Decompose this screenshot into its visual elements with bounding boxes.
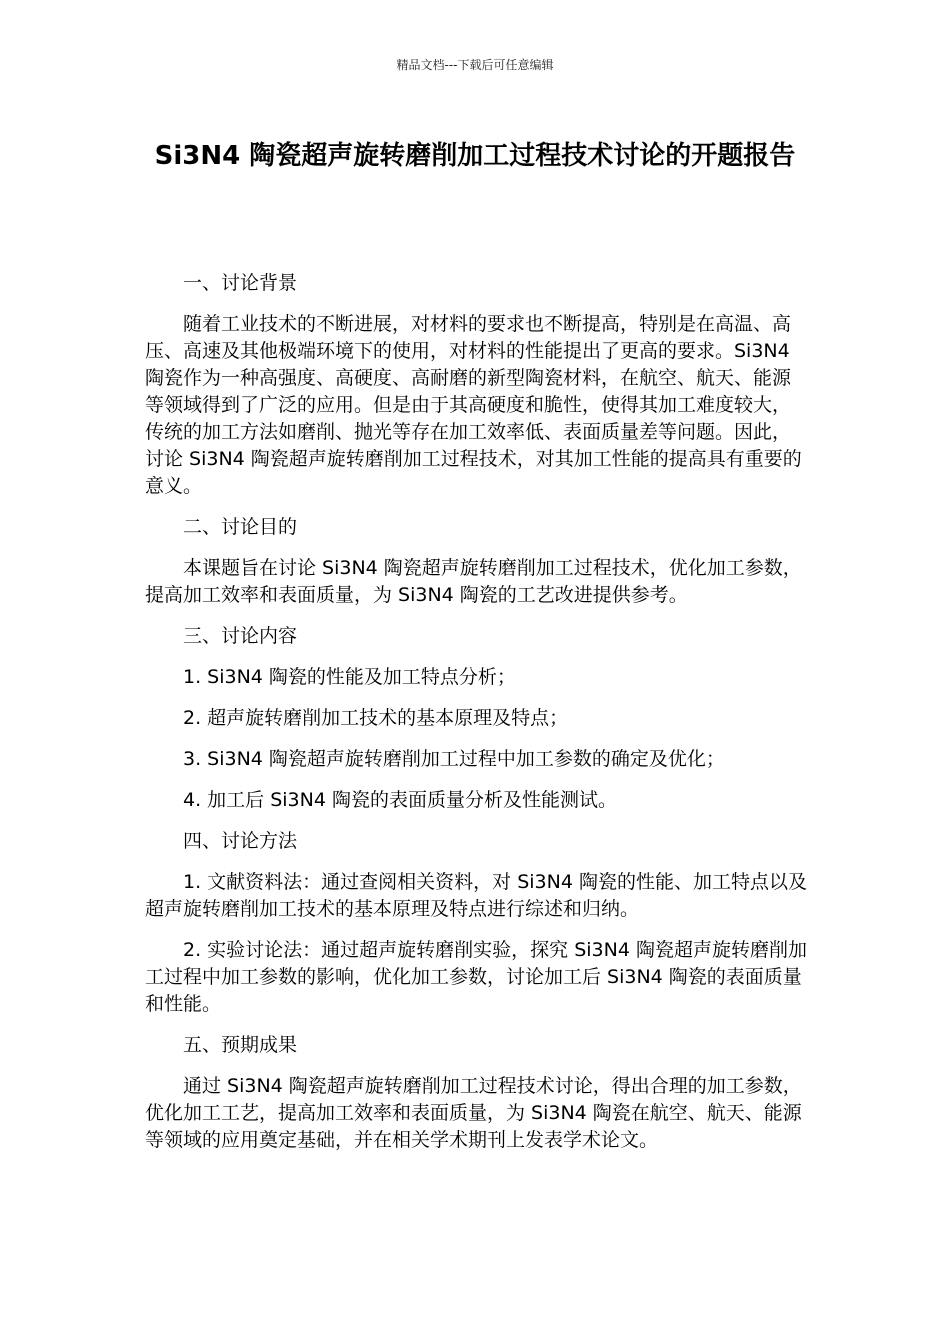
section-heading-content: 三、讨论内容 bbox=[183, 625, 298, 647]
paragraph-purpose: 本课题旨在讨论 Si3N4 陶瓷超声旋转磨削加工过程技术，优化加工参数，提高加工效率和表面质量，为 Si3N4 陶瓷的工艺改进提供参考。 bbox=[145, 557, 802, 606]
list-item-content-2: 2. 超声旋转磨削加工技术的基本原理及特点； bbox=[183, 707, 569, 729]
list-item-content-3: 3. Si3N4 陶瓷超声旋转磨削加工过程中加工参数的确定及优化； bbox=[183, 748, 725, 770]
page-header-note: 精品文档---下载后可任意编辑 bbox=[396, 58, 554, 72]
list-item-content-1: 1. Si3N4 陶瓷的性能及加工特点分析； bbox=[183, 666, 516, 688]
section-heading-purpose: 二、讨论目的 bbox=[183, 516, 298, 538]
paragraph-background: 随着工业技术的不断进展，对材料的要求也不断提高，特别是在高温、高压、高速及其他极端环境下的使用，对材料的性能提出了更高的要求。Si3N4 陶瓷作为一种高强度、高硬度、高耐磨的新型陶瓷材料，在航空、航天、能源等领域得到了广泛的应用。但是由于其高硬度和脆性，使得其加工难度较大，传统的加工方法如磨削、抛光等存在加工效率低、表面质量差等问题。因此，讨论 Si3N4 陶瓷超声旋转磨削加工过程技术，对其加工性能的提高具有重要的意义。 bbox=[145, 313, 802, 497]
list-item-content-4: 4. 加工后 Si3N4 陶瓷的表面质量分析及性能测试。 bbox=[183, 789, 617, 811]
document-title: Si3N4 陶瓷超声旋转磨削加工过程技术讨论的开题报告 bbox=[154, 141, 796, 171]
section-heading-background: 一、讨论背景 bbox=[183, 272, 298, 294]
list-item-method-1: 1. 文献资料法：通过查阅相关资料，对 Si3N4 陶瓷的性能、加工特点以及超声旋转磨削加工技术的基本原理及特点进行综述和归纳。 bbox=[145, 871, 807, 920]
paragraph-results: 通过 Si3N4 陶瓷超声旋转磨削加工过程技术讨论，得出合理的加工参数，优化加工工艺，提高加工效率和表面质量，为 Si3N4 陶瓷在航空、航天、能源等领域的应用奠定基础，并在相关学术期刊上发表学术论文。 bbox=[145, 1075, 802, 1151]
section-heading-results: 五、预期成果 bbox=[183, 1034, 298, 1056]
section-heading-method: 四、讨论方法 bbox=[183, 830, 298, 852]
list-item-method-2: 2. 实验讨论法：通过超声旋转磨削实验，探究 Si3N4 陶瓷超声旋转磨削加工过程中加工参数的影响，优化加工参数，讨论加工后 Si3N4 陶瓷的表面质量和性能。 bbox=[145, 939, 807, 1015]
document-body bbox=[145, 270, 807, 1168]
